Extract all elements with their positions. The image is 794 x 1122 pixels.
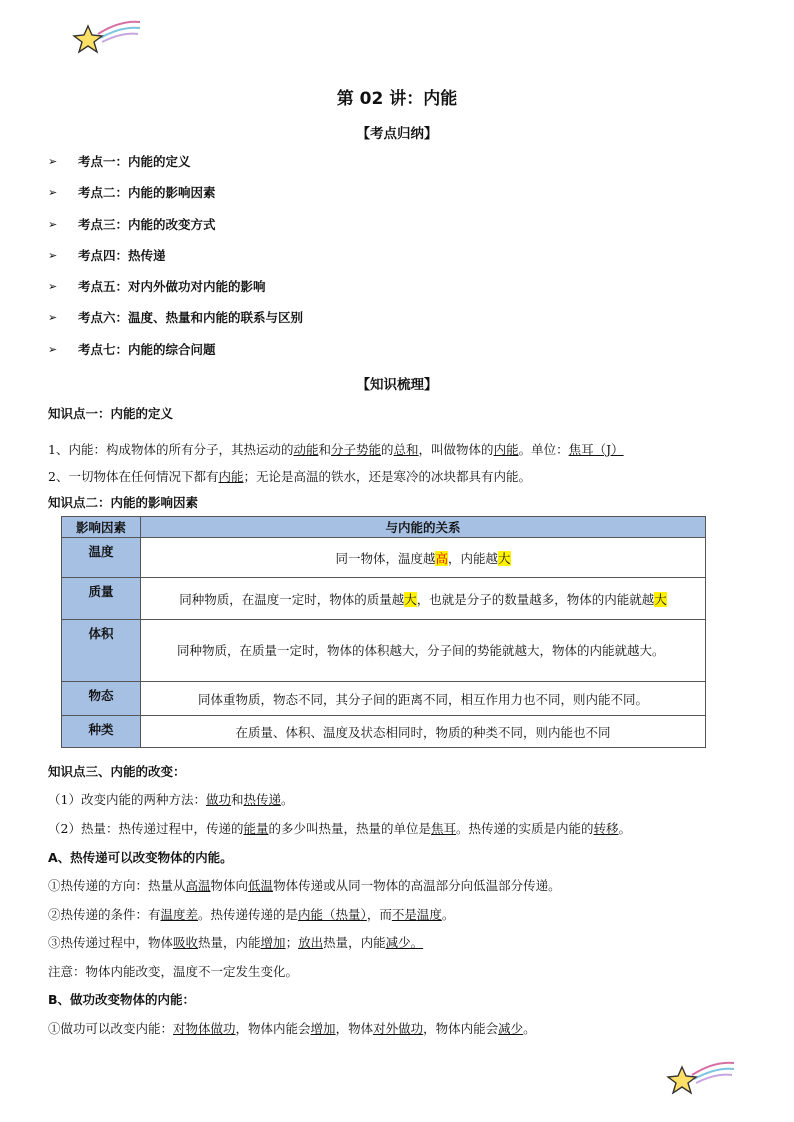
table-row [62,538,706,578]
factor-cell: 质量 [62,578,141,620]
arrow-bullet-icon: ➢ [48,342,58,356]
list-item: ➢ 考点三：内能的改变方式 [48,215,303,246]
arrow-bullet-icon: ➢ [48,186,58,200]
kp1-paragraph-2: 2、一切物体在任何情况下都有内能；无论是高温的铁水，还是寒冷的冰块都具有内能。 [48,469,531,484]
kp1-paragraph-1: 1、内能：构成物体的所有分子，其热运动的动能和分子势能的总和，叫做物体的内能。单位：焦耳（J） [48,442,624,457]
topic-list [48,152,303,371]
list-item: ➢ 考点七：内能的综合问题 [48,340,303,371]
arrow-bullet-icon: ➢ [48,155,58,168]
column-header-factor: 影响因素 [62,517,141,538]
table-row [62,682,706,716]
subsection-b-heading: B、做功改变物体的内能： [48,992,196,1007]
factor-cell: 体积 [62,620,141,682]
heat-transfer-condition: ②热传递的条件：有温度差。热传递传递的是内能（热量），而不是温度。 [48,907,455,922]
relation-cell: 同种物质，在质量一定时，物体的体积越大，分子间的势能就越大，物体的内能就越大。 [141,620,706,682]
shooting-star-icon [68,16,140,56]
list-item: ➢ 考点一：内能的定义 [48,152,303,183]
factor-table [61,516,706,748]
kp1-heading: 知识点一：内能的定义 [48,406,174,421]
page-title: 第 02 讲：内能 [336,89,458,109]
list-item: ➢ 考点六：温度、热量和内能的联系与区别 [48,308,303,339]
list-item: ➢ 考点二：内能的影响因素 [48,183,303,214]
table-header-row [62,517,706,538]
factor-cell: 物态 [62,682,141,716]
summary-heading: 【考点归纳】 [356,126,438,142]
kp2-heading: 知识点二：内能的影响因素 [48,495,199,510]
review-heading: 【知识梳理】 [356,377,438,393]
relation-cell: 同一物体，温度越高，内能越大 [141,538,706,578]
list-item: ➢ 考点五：对内外做功对内能的影响 [48,277,303,308]
factor-cell: 温度 [62,538,141,578]
kp3-paragraph-2: （2）热量：热传递过程中，传递的能量的多少叫热量，热量的单位是焦耳。热传递的实质是内能的转移。 [48,821,632,836]
arrow-bullet-icon: ➢ [48,311,58,325]
relation-cell: 同体重物质，物态不同，其分子间的距离不同，相互作用力也不同，则内能不同。 [141,682,706,716]
table-row [62,620,706,682]
column-header-relation: 与内能的关系 [141,517,706,538]
arrow-bullet-icon: ➢ [48,248,58,262]
heat-transfer-process: ③热传递过程中，物体吸收热量，内能增加；放出热量，内能减少。 [48,935,424,950]
heat-transfer-direction: ①热传递的方向：热量从高温物体向低温物体传递或从同一物体的高温部分向低温部分传递。 [48,878,561,893]
work-changes-energy: ①做功可以改变内能：对物体做功，物体内能会增加，物体对外做功，物体内能会减少。 [48,1021,536,1036]
list-item: ➢ 考点四：热传递 [48,246,303,277]
shooting-star-icon [662,1057,734,1097]
table-row [62,716,706,748]
subsection-a-heading: A、热传递可以改变物体的内能。 [48,850,233,865]
arrow-bullet-icon: ➢ [48,217,58,231]
note: 注意：物体内能改变，温度不一定发生变化。 [48,964,299,979]
table-row [62,578,706,620]
arrow-bullet-icon: ➢ [48,280,58,294]
kp3-heading: 知识点三、内能的改变： [48,764,186,779]
kp3-paragraph-1: （1）改变内能的两种方法：做功和热传递。 [48,792,294,807]
relation-cell: 在质量、体积、温度及状态相同时，物质的种类不同，则内能也不同 [141,716,706,748]
factor-cell: 种类 [62,716,141,748]
relation-cell: 同种物质，在温度一定时，物体的质量越大，也就是分子的数量越多，物体的内能就越大 [141,578,706,620]
